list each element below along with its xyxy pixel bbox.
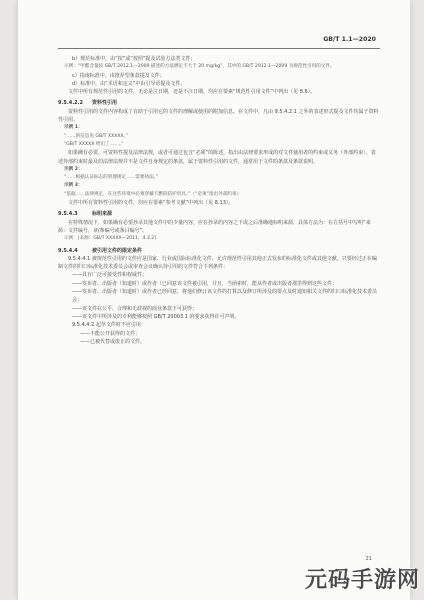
paragraph: 文件中所有资料性引用的文件，均应在要素“参考文献”中列出（见 8.13）。 xyxy=(68,200,234,207)
example-label: 示例 2： xyxy=(64,166,83,172)
dash-item: ——发布者、出版者（知道时）或作者已经同意，将他们修订该文件的打算以及修订所涉及的要点及时通知相关文件的归口标准化技术委员会； xyxy=(72,289,378,304)
paragraph: 在特殊情况下，如果确有必要抄录其他文件中的少量内容，应在抄录的内容之下或之后准确地标明来源，具体方法为：在方括号中写明“来源：文件编号，章/条编号或条目编号”。 xyxy=(58,219,371,234)
dash-item: ——该文件中所涉及的专利能够按照 GB/T 20003.1 的要求获得许可声明。 xyxy=(72,313,240,320)
paragraph: 9.5.4.4.1 被规范性引用的文件应是国家、行业或国际标准化文件。允许规范性引用其他正式发布的标准化文件或其他文献，只要经过正在编制文件的归口标准化技术委员会或审查会议确认待引用的文件符合下列条件： xyxy=(58,255,377,271)
example-text: “……的信息见 GB/T XXXXX。” xyxy=(64,133,129,139)
paragraph: 如果确有必要，可资料性提及法律法规，或者可通过包含“必须”的陈述，指出由法律要求形成的对文件使用者的约束或义务（外部约束）。表述外部约束时最及的法律法规并不是文件自身规定的条款，属于资料性引用的文件，通常用于文件的条款及条款说明。 xyxy=(58,150,376,165)
dash-item: ——发布者、出版者（知道时）或作者（已同意该文件被引用，并且，当函索时，能从作者或出版者那里得到这些文件； xyxy=(72,280,338,287)
list-item: d）标准中，由“术语和定义”中由引导语提及文件。 xyxy=(72,80,186,87)
document-body xyxy=(58,55,380,346)
example-text: “……根据认证标志的管理规定……需要执法。” xyxy=(64,175,159,181)
dash-item: ——不能公开获得的文件； xyxy=(80,330,141,337)
dash-item: ——已被代替或废止的文件。 xyxy=(80,338,146,345)
section-title: 被引用文件的限定条件 xyxy=(92,247,143,254)
section-number: 9.5.4.4 xyxy=(58,247,78,254)
example-label: 示例 1： xyxy=(64,125,83,131)
dash-item: ——具有广泛可接受性和权威性； xyxy=(72,272,148,279)
section-title: 资料性引用 xyxy=(92,100,118,107)
header-rule xyxy=(58,48,380,49)
example-text: 示例：“甲醛含量按 GB/T 2912.1—2009 描述的方法测定不大于 20 mg/kg”，其中的 GB/T 2912.1—2009 为规范性引用的文件。 xyxy=(64,64,335,70)
document-page xyxy=(18,0,410,600)
section-heading xyxy=(58,99,380,107)
section-title: 标明来源 xyxy=(92,211,113,218)
page-number: 21 xyxy=(365,556,372,562)
list-item: 9.5.4.4.2 起草文件时不应引用： xyxy=(72,322,146,329)
site-watermark: 元码手游网 xyxy=(304,568,420,593)
list-item: b）规范标准中，由“按”或“按照”提及试验方法类文件； xyxy=(72,56,196,62)
section-number: 9.5.4.3 xyxy=(58,211,78,218)
example-label: 示例 3： xyxy=(64,183,83,189)
example-text: “依据……法律规定，在这些环境中必须穿戴不燃的防护用具。”（“必须”指出外部约束） xyxy=(64,191,242,197)
section-heading xyxy=(58,247,380,255)
paragraph: 文件中所有规范性引用的文件，无论是注日期，还是不注日期，均应在要素“规范性引用文件”中列出（见 8.6）。 xyxy=(68,89,316,96)
section-number: 9.5.4.2.2 xyxy=(58,100,83,107)
dash-item: ——该文件在公平、合理和无歧视的商业条款下可获得； xyxy=(72,305,198,312)
paragraph: 资料性引用的文件内容构成了有助于引用它的文件的理解或使用的附加信息。在文件中，凡由 9.5.4.2.1 之外的表述形式提及文件均属于资料性引用。 xyxy=(58,108,379,124)
list-item: c）指南标准中，由推荐型条款提及文件； xyxy=(72,72,165,79)
example-text: “GB/T XXXXX 给出了……。” xyxy=(64,141,124,147)
section-heading xyxy=(58,210,380,218)
document-code: GB/T 1.1—2020 xyxy=(323,36,376,43)
example-text: 示例：[来源：GB/T XXXXX—2011，4.3.2] xyxy=(64,236,156,242)
